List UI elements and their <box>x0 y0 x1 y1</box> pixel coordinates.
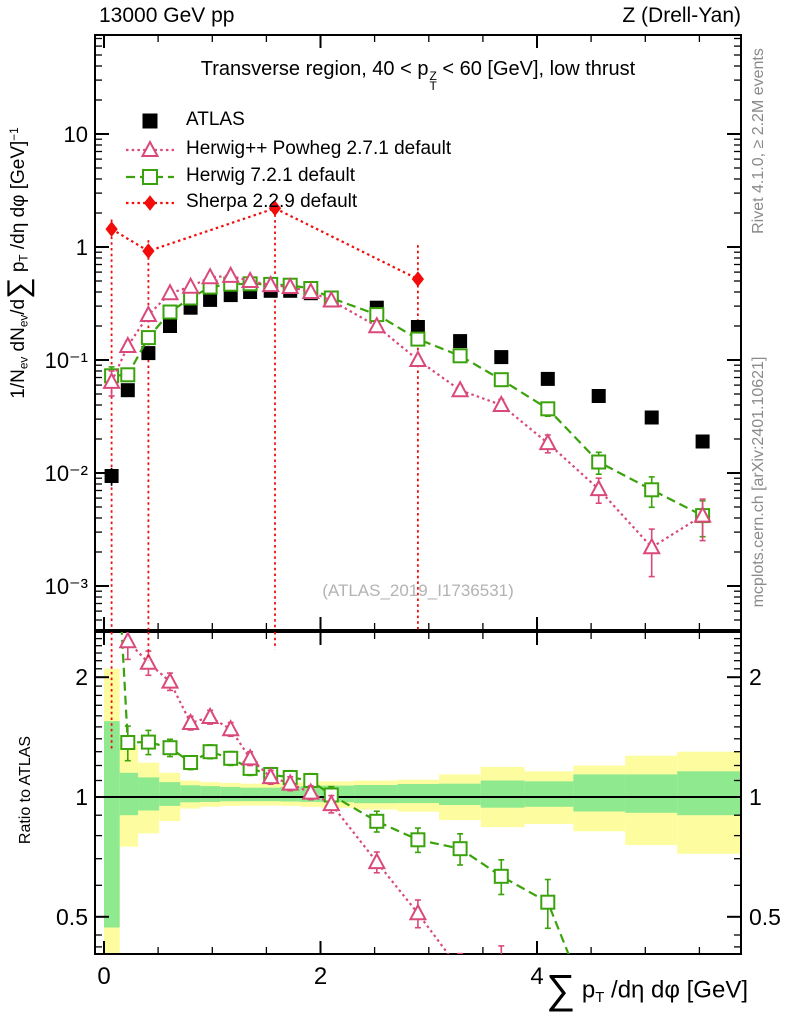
herwig7-ratio-point <box>411 833 424 846</box>
herwigpp-data-point <box>494 397 509 411</box>
series-sherpa-errors <box>112 203 418 630</box>
ratio-tick-label-left: 2 <box>75 664 88 691</box>
band-green <box>677 771 741 815</box>
x-tick-label: 0 <box>97 963 111 990</box>
band-green <box>481 781 525 808</box>
sherpa-data-point <box>143 244 154 258</box>
x-tick-label: 2 <box>313 963 328 990</box>
mcplots-arxiv-label: mcplots.cern.ch [arXiv:2401.10621] <box>750 356 767 608</box>
ratio-axis-label: Ratio to ATLAS <box>17 735 34 845</box>
herwig7-data-point <box>495 373 508 386</box>
herwig7-ratio-point <box>142 736 155 749</box>
legend-marker-sherpa <box>145 196 156 210</box>
atlas-data-point <box>645 411 658 424</box>
sherpa-data-point <box>106 222 117 236</box>
atlas-data-point <box>592 390 605 403</box>
atlas-data-point <box>411 321 424 334</box>
band-green <box>180 785 200 802</box>
y-tick-label: 10⁻¹ <box>44 348 88 373</box>
atlas-data-point <box>105 470 118 483</box>
sherpa-data-point <box>412 272 423 286</box>
herwigpp-ratio-point <box>243 750 258 764</box>
band-green <box>260 788 280 802</box>
atlas-data-point <box>164 320 177 333</box>
ratio-herwigpp <box>112 465 703 1024</box>
legend-marker-herwig7 <box>143 170 157 184</box>
process-label: Z (Drell-Yan) <box>622 4 741 27</box>
herwigpp-ratio-line <box>112 465 703 1024</box>
analysis-watermark: (ATLAS_2019_I1736531) <box>322 581 514 600</box>
band-green <box>573 774 625 811</box>
band-green <box>220 787 240 801</box>
y-tick-label: 10⁻² <box>44 461 88 486</box>
legend-item-atlas: ATLAS <box>186 109 245 130</box>
rivet-version-label: Rivet 4.1.0, ≥ 2.2M events <box>750 48 767 234</box>
herwigpp-data-point <box>644 539 659 553</box>
band-green <box>159 782 180 806</box>
herwig7-data-point <box>592 456 605 469</box>
herwigpp-ratio-point <box>410 905 425 919</box>
herwigpp-data-point <box>540 435 555 449</box>
herwigpp-data-point <box>453 382 468 396</box>
atlas-data-point <box>454 335 467 348</box>
ratio-tick-label-left: 1 <box>75 784 88 810</box>
x-tick-label: 4 <box>530 963 544 990</box>
band-green <box>240 788 260 802</box>
atlas-data-point <box>696 435 709 448</box>
y-tick-label: 10⁻³ <box>44 574 88 599</box>
series-sherpa <box>106 201 423 286</box>
legend-marker-atlas <box>143 114 157 128</box>
series-herwig7 <box>105 277 709 536</box>
atlas-data-point <box>142 347 155 360</box>
band-green <box>354 785 397 803</box>
plot-title: Transverse region, 40 < p Z T < 60 [GeV], low thrust <box>200 58 636 93</box>
legend-item-herwigpp: Herwig++ Powheg 2.7.1 default <box>186 138 452 159</box>
herwig7-data-point <box>541 402 554 415</box>
atlas-data-point <box>204 293 217 306</box>
herwig7-data-point <box>121 368 134 381</box>
herwig7-data-point <box>645 483 658 496</box>
herwig7-ratio-point <box>121 736 134 749</box>
herwigpp-data-point <box>163 285 178 299</box>
herwigpp-data-point <box>183 279 198 293</box>
herwigpp-line <box>112 276 703 547</box>
y-tick-label: 1 <box>75 235 88 260</box>
legend-item-sherpa: Sherpa 2.2.9 default <box>186 191 358 212</box>
herwig7-ratio-point <box>370 815 383 828</box>
herwig7-ratio-point <box>164 741 177 754</box>
band-green <box>200 786 220 802</box>
atlas-data-point <box>121 384 134 397</box>
herwig7-data-point <box>164 306 177 319</box>
herwig7-ratio-point <box>541 896 554 909</box>
y-axis-label: $1/N_{ev}$ $dN_{ev}/d\sum$ $p_T$ /dη dφ [GeV]$^{-1}$ <box>2 127 35 399</box>
sherpa-line <box>112 208 418 279</box>
ratio-tick-label-left: 0.5 <box>56 903 88 930</box>
y-tick-label: 10 <box>63 122 88 147</box>
herwig7-ratio-point <box>495 870 508 883</box>
herwig7-ratio-line <box>112 444 703 1024</box>
ratio-tick-label-right: 0.5 <box>749 903 781 930</box>
band-green <box>397 784 439 803</box>
herwig7-line <box>112 284 703 516</box>
band-green <box>525 781 574 807</box>
series-atlas <box>105 284 709 486</box>
atlas-data-point <box>541 372 554 385</box>
herwigpp-ratio-point <box>163 674 178 688</box>
herwigpp-data-point <box>223 268 238 282</box>
band-green <box>120 773 138 815</box>
beam-energy-label: 13000 GeV pp <box>99 4 235 27</box>
herwig7-data-point <box>142 331 155 344</box>
herwig7-ratio-point <box>224 752 237 765</box>
herwigpp-data-point <box>120 338 135 352</box>
band-green <box>138 777 159 810</box>
x-axis-label: ∑ $p_T$ /dη dφ [GeV] <box>546 966 748 1012</box>
band-green <box>104 721 120 927</box>
legend-markers <box>126 114 174 210</box>
ratio-herwig7 <box>112 444 703 1024</box>
legend-item-herwig7: Herwig 7.2.1 default <box>186 165 355 186</box>
herwigpp-data-point <box>410 352 425 366</box>
herwig7-data-point <box>454 349 467 362</box>
herwigpp-ratio-point <box>223 721 238 735</box>
herwigpp-data-point <box>141 307 156 321</box>
herwig7-ratio-point <box>454 842 467 855</box>
herwig7-data-point <box>411 333 424 346</box>
band-green <box>625 774 677 812</box>
herwigpp-data-point <box>591 481 606 495</box>
herwig7-ratio-point <box>204 745 217 758</box>
band-green <box>439 784 481 805</box>
herwigpp-ratio-point <box>203 709 218 723</box>
herwig7-ratio-point <box>184 756 197 769</box>
atlas-data-point <box>495 351 508 364</box>
ratio-tick-label-right: 2 <box>749 664 762 691</box>
ratio-tick-label-right: 1 <box>749 784 762 810</box>
